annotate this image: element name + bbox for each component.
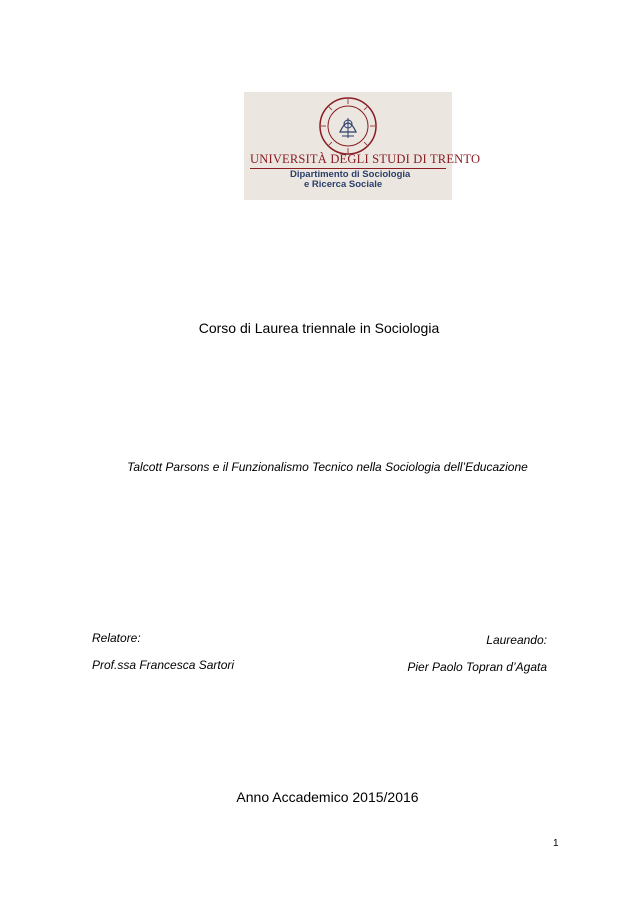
department-line-2: e Ricerca Sociale: [304, 179, 383, 190]
course-name: Corso di Laurea triennale in Sociologia: [198, 320, 440, 336]
laureando-label: Laureando:: [486, 633, 547, 647]
page-number: 1: [553, 838, 559, 849]
university-name: UNIVERSITÀ DEGLI STUDI DI TRENTO: [250, 152, 481, 166]
laureando-name: Pier Paolo Topran d’Agata: [407, 660, 547, 674]
relatore-name: Prof.ssa Francesca Sartori: [92, 658, 235, 672]
department-name: [290, 170, 440, 190]
university-seal-icon: [318, 96, 378, 156]
academic-year: Anno Accademico 2015/2016: [236, 789, 419, 805]
department-line-1: Dipartimento di Sociologia: [290, 169, 411, 180]
university-logo: [244, 92, 481, 200]
thesis-title: Talcott Parsons e il Funzionalismo Tecnico nella Sociologia dell’Educazione: [127, 460, 528, 474]
relatore-label: Relatore:: [92, 631, 141, 645]
